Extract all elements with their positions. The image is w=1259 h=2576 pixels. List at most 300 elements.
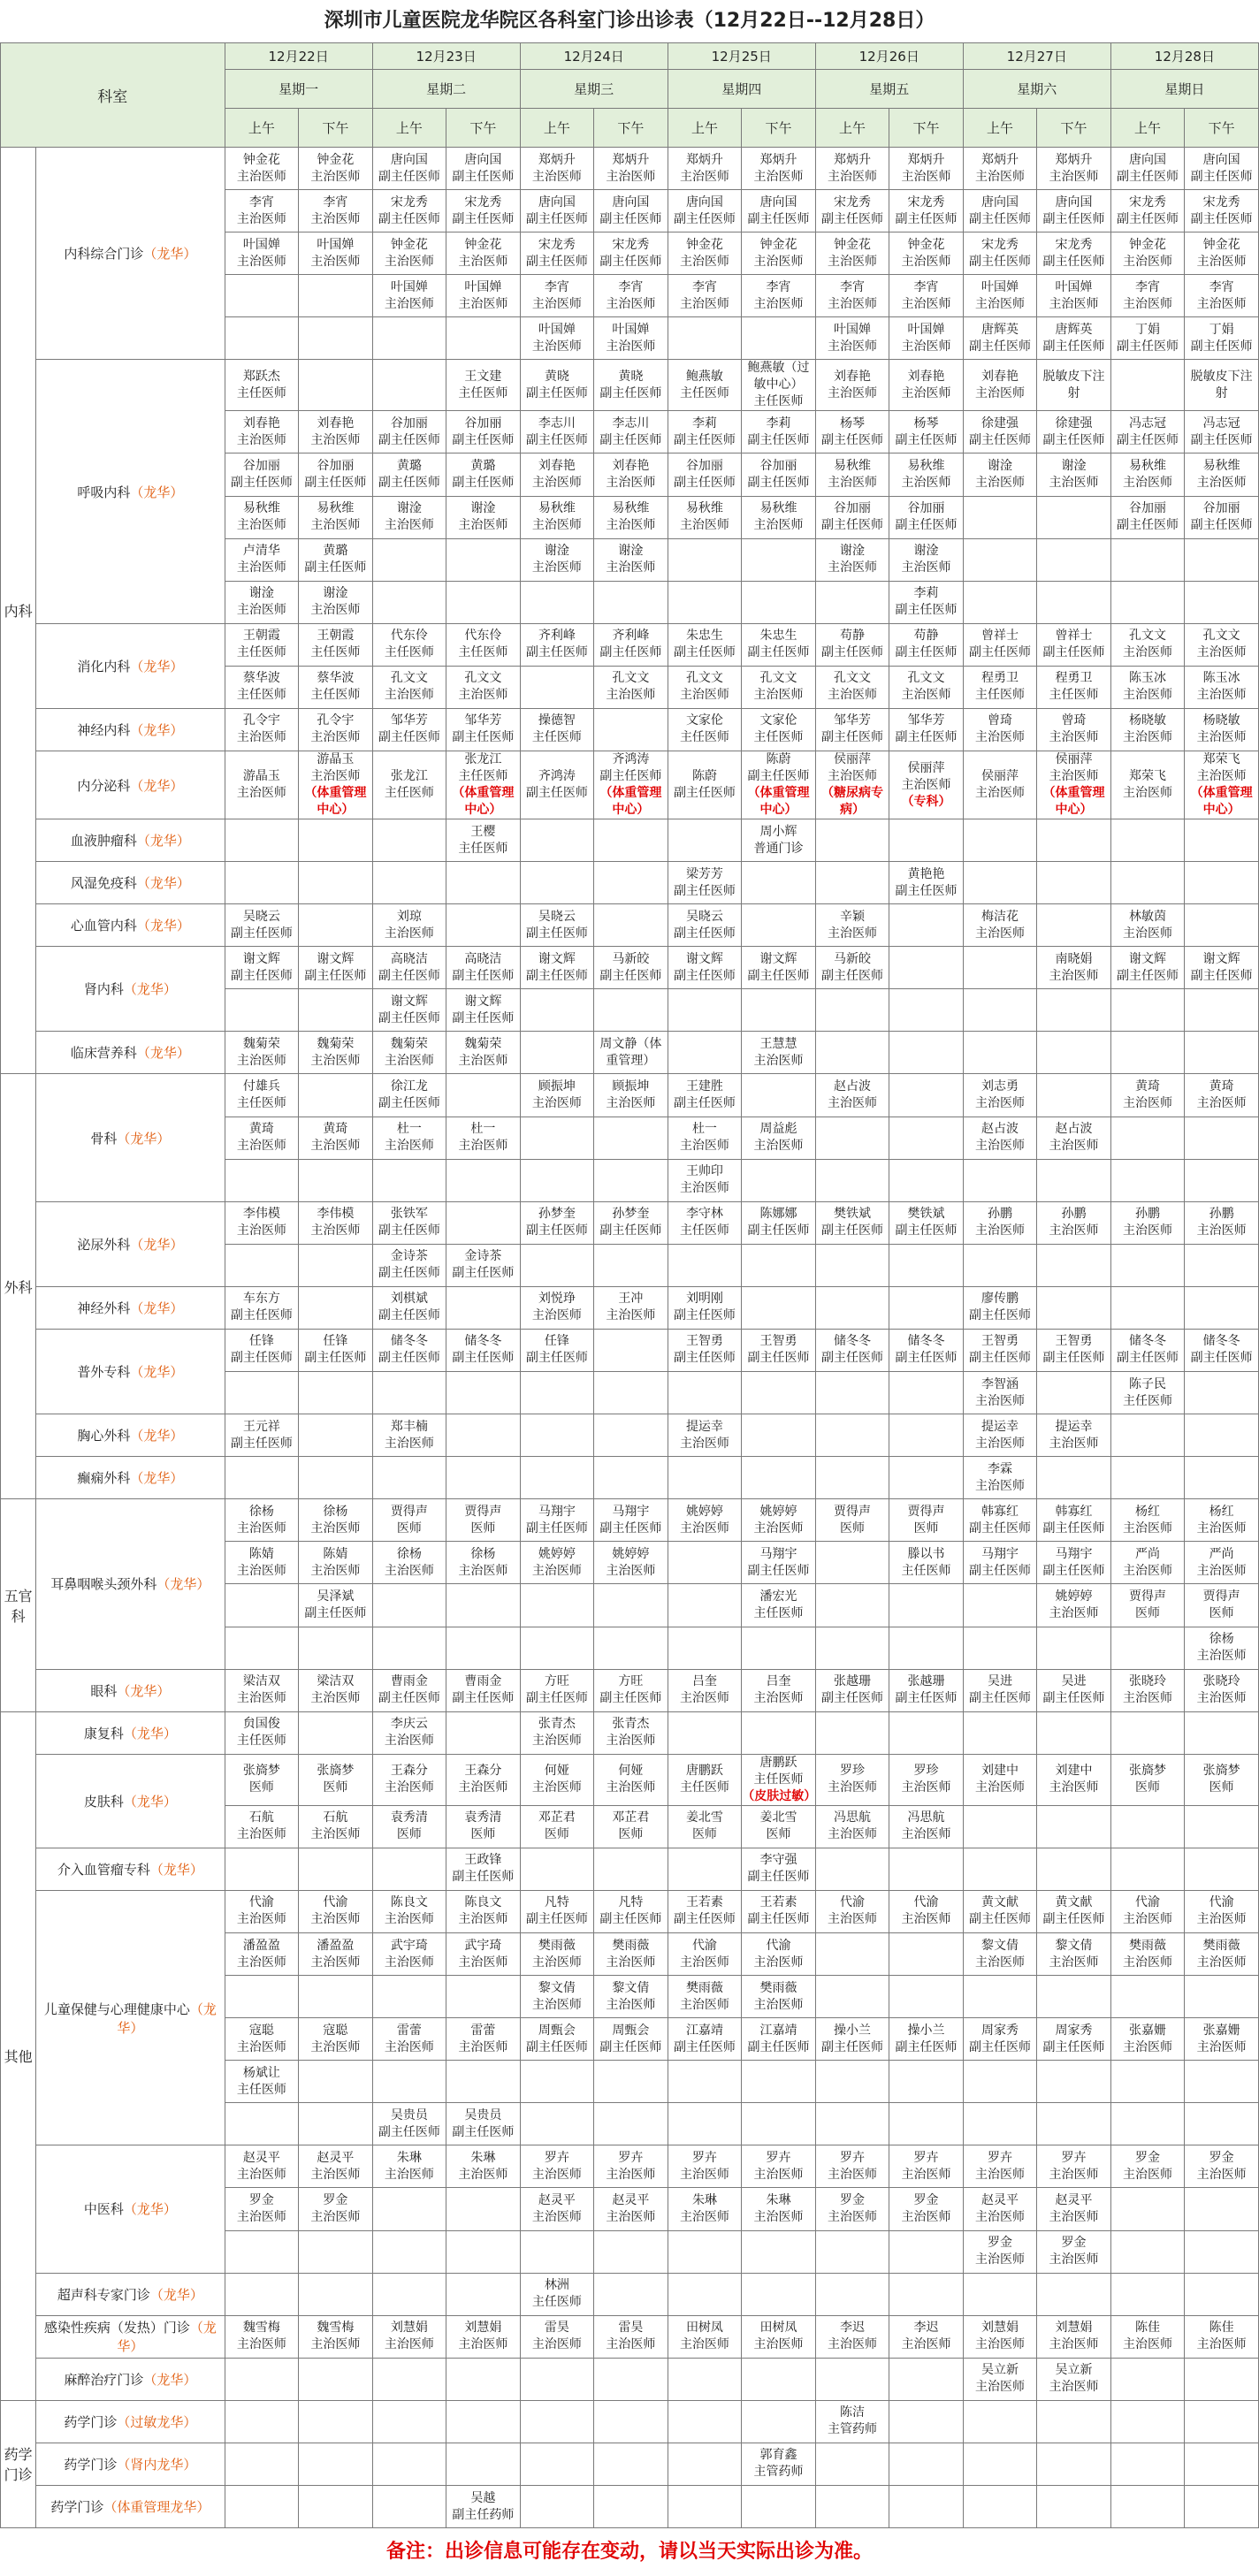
table-row: [1, 2273, 1259, 2315]
table-row: [1, 623, 1259, 666]
schedule-cell: [372, 862, 446, 904]
schedule-cell: [1110, 2018, 1185, 2061]
schedule-cell: [742, 148, 816, 190]
schedule-cell: [372, 1244, 446, 1286]
schedule-cell: [742, 1074, 816, 1117]
date-header: 12月28日: [1110, 43, 1258, 70]
cell-line: 李宵: [248, 194, 274, 210]
schedule-cell: [372, 1932, 446, 1975]
cell-line: 罗卉: [766, 2150, 791, 2165]
cell-line: 主任医师: [1123, 1393, 1173, 1408]
schedule-cell: [1185, 496, 1259, 538]
schedule-cell: [1185, 947, 1259, 989]
schedule-cell: [1037, 989, 1111, 1032]
cell-line: 陈佳: [1209, 2321, 1234, 2336]
cell-line: 副主任医师: [304, 560, 367, 575]
cell-line: 主治医师: [458, 2337, 508, 2352]
cell-line: 主任医师: [1049, 688, 1099, 703]
cell-line: 罗金: [1209, 2150, 1234, 2165]
schedule-cell: [742, 2230, 816, 2273]
schedule-cell: [889, 947, 964, 989]
cell-line: 主治医师: [827, 2167, 877, 2182]
cell-line: 主治医师: [384, 1955, 434, 1970]
schedule-cell: [1037, 708, 1111, 751]
cell-line: 主治医师: [1049, 968, 1099, 983]
cell-line: 魏菊荣: [464, 1036, 502, 1051]
cell-line: 郑炳升: [685, 152, 723, 167]
cell-line: 副主任医师: [895, 883, 958, 898]
cell-line: 樊雨薇: [612, 1938, 650, 1953]
schedule-cell: [520, 1032, 594, 1074]
cell-line: 医师: [618, 1827, 644, 1842]
schedule-cell: [520, 2358, 594, 2400]
cell-line: 副主任医师: [820, 730, 883, 745]
cell-line: 主治医师: [901, 1912, 951, 1927]
schedule-cell: [963, 2443, 1037, 2485]
dept-tag: （龙华）: [123, 981, 177, 998]
cell-line: 侯丽萍: [907, 760, 945, 775]
cell-line: 主治医师: [1049, 476, 1099, 490]
schedule-cell: [889, 1499, 964, 1542]
schedule-cell: [815, 1244, 889, 1286]
cell-line: 张龙江: [464, 752, 502, 767]
schedule-cell: [1185, 1754, 1259, 1805]
schedule-cell: [299, 2400, 373, 2443]
dept-name: 感染性疾病（发热）门诊: [43, 2320, 190, 2336]
cell-line: 副主任医师: [452, 432, 515, 447]
schedule-cell: [1037, 1457, 1111, 1499]
schedule-cell: [963, 2103, 1037, 2145]
cell-line: 副主任医师: [452, 1010, 515, 1025]
schedule-cell: [889, 751, 964, 819]
cell-line: 副主任医师: [747, 1563, 810, 1578]
cell-line: 主任医师: [753, 1605, 804, 1620]
schedule-cell: [594, 2145, 668, 2188]
schedule-cell: [668, 1890, 742, 1932]
schedule-cell: [1037, 1932, 1111, 1975]
cell-line: 唐向国: [538, 194, 576, 210]
cell-line: 主治医师: [975, 2209, 1025, 2224]
cell-line: 副主任医师: [747, 1912, 810, 1927]
cell-line: 主治医师: [753, 1520, 804, 1536]
cell-line: 副主任医师: [525, 645, 588, 660]
schedule-cell: [1185, 2273, 1259, 2315]
schedule-cell: [668, 1542, 742, 1584]
schedule-cell: [594, 2400, 668, 2443]
schedule-cell: [742, 1669, 816, 1711]
schedule-cell: [963, 2061, 1037, 2103]
schedule-cell: [372, 708, 446, 751]
cell-line: 副主任医师: [378, 432, 440, 447]
cell-line: 谢淦: [988, 459, 1012, 473]
schedule-cell: [742, 2273, 816, 2315]
schedule-cell: [815, 1805, 889, 1848]
cell-line: 黄文献: [981, 1895, 1019, 1910]
schedule-cell: [889, 904, 964, 947]
schedule-cell: [446, 751, 521, 819]
cell-line: 徐杨: [396, 1546, 422, 1561]
cell-line: 谷加丽: [907, 501, 945, 516]
schedule-cell: [299, 2188, 373, 2230]
cell-line: 副主任医师: [969, 1308, 1031, 1323]
schedule-cell: [1110, 2358, 1185, 2400]
cell-line: 主治医师: [310, 1053, 361, 1068]
cell-line: 代渝: [691, 1938, 717, 1953]
header-row-dates: [1, 43, 1259, 70]
cell-line: 医师: [766, 1827, 791, 1842]
schedule-cell: [520, 1976, 594, 2018]
schedule-cell: [963, 1159, 1037, 1201]
schedule-cell: [742, 1201, 816, 1244]
schedule-cell: [1185, 2315, 1259, 2358]
cell-line: 唐向国: [685, 194, 723, 210]
cell-line: 魏雪梅: [317, 2321, 355, 2336]
cell-line: 副主任医师: [378, 968, 440, 983]
cell-line: 主治医师: [1123, 1563, 1173, 1578]
cell-line: 刘建中: [981, 1764, 1019, 1779]
schedule-cell: [225, 148, 299, 190]
dept-tag: （龙华）: [130, 1428, 184, 1444]
schedule-cell: [889, 148, 964, 190]
schedule-cell: [815, 1890, 889, 1932]
cell-line: 王若素: [685, 1895, 723, 1910]
schedule-cell: [594, 1032, 668, 1074]
schedule-cell: [225, 190, 299, 232]
cell-line: 主治医师: [531, 2337, 582, 2352]
schedule-cell: [225, 819, 299, 862]
cell-line: 郑炳升: [1055, 152, 1093, 167]
cell-line: 谢淦: [323, 586, 348, 601]
cell-line: 谷加丽: [464, 415, 502, 431]
schedule-cell: [889, 581, 964, 623]
cell-line: 张嘉姗: [1202, 2023, 1240, 2038]
cell-line: 主治医师: [236, 1955, 286, 1970]
schedule-cell: [446, 708, 521, 751]
dept-name: 癫痫外科: [77, 1470, 131, 1487]
schedule-cell: [1185, 1932, 1259, 1975]
am-header: 上午: [963, 109, 1037, 148]
cell-line: 主任医师: [384, 645, 434, 660]
cell-line: 贾得声: [1202, 1589, 1240, 1604]
schedule-cell: [1185, 1669, 1259, 1711]
schedule-cell: [889, 1542, 964, 1584]
schedule-cell: [446, 1457, 521, 1499]
schedule-cell: [1037, 2315, 1111, 2358]
schedule-cell: [594, 1805, 668, 1848]
cell-line: 易秋维: [242, 501, 280, 516]
cell-line: 王森分: [390, 1764, 428, 1779]
dept-name: 内分泌科: [77, 777, 131, 794]
schedule-cell: [372, 1372, 446, 1414]
cell-line: 刘春艳: [907, 369, 945, 384]
schedule-cell: [1185, 989, 1259, 1032]
cell-line: 廖传鹏: [981, 1292, 1019, 1307]
cell-line: 主治医师: [679, 2337, 729, 2352]
schedule-cell: [963, 2188, 1037, 2230]
schedule-cell: [299, 1584, 373, 1627]
cell-line: 主治医师: [1196, 769, 1247, 784]
schedule-cell: [594, 1976, 668, 2018]
schedule-cell: [520, 2145, 594, 2188]
schedule-cell: [446, 2485, 521, 2527]
schedule-cell: [299, 2103, 373, 2145]
cell-line: 主治医师: [753, 169, 804, 184]
cell-line: 主治医师: [458, 1912, 508, 1927]
cell-line: 叶国婵: [833, 322, 871, 337]
cell-line: 朱琳: [691, 2192, 717, 2207]
schedule-cell: [742, 1159, 816, 1201]
cell-line: 主治医师: [975, 476, 1025, 490]
cell-line: 周小辉: [759, 824, 797, 839]
cell-line: 谢文辉: [538, 951, 576, 966]
cell-line: 副主任医师: [969, 254, 1031, 269]
schedule-cell: [889, 2018, 964, 2061]
cell-line: 主任医师: [236, 2082, 286, 2097]
dept-cell: [36, 819, 225, 862]
dept-tag: （龙华）: [123, 2201, 177, 2218]
schedule-cell: [225, 2188, 299, 2230]
cell-line: 雷昊: [544, 2321, 569, 2336]
cell-line: 代渝: [248, 1895, 274, 1910]
dept-name: 泌尿外科: [77, 1236, 131, 1253]
cell-line: 主治医师: [310, 2167, 361, 2182]
schedule-cell: [889, 1329, 964, 1371]
schedule-cell: [889, 2145, 964, 2188]
schedule-cell: [963, 1711, 1037, 1754]
cell-line: 主治医师: [827, 1912, 877, 1927]
schedule-cell: [372, 1976, 446, 2018]
schedule-cell: [742, 2061, 816, 2103]
schedule-cell: [446, 2443, 521, 2485]
schedule-cell: [889, 1711, 964, 1754]
cell-line: 谢淦: [1061, 459, 1087, 473]
weekday-header: 星期一: [225, 70, 372, 109]
cell-line: 主治医师: [975, 1955, 1025, 1970]
cell-line: 赵占波: [833, 1079, 871, 1094]
schedule-cell: [594, 453, 668, 496]
cell-line: 主治医师: [1123, 2167, 1173, 2182]
cell-line: 齐鸿涛: [538, 769, 576, 784]
cell-line: 储冬冬: [464, 1334, 502, 1349]
cell-line: 主治医师: [458, 296, 508, 311]
cell-line: 副主任医师: [599, 1691, 662, 1706]
cell-line: 副主任医师: [378, 2124, 440, 2139]
schedule-cell: [1037, 317, 1111, 360]
cell-line: 陈良文: [390, 1895, 428, 1910]
schedule-cell: [594, 1286, 668, 1329]
cell-line: 姚婷婷: [538, 1546, 576, 1561]
schedule-cell: [520, 751, 594, 819]
schedule-cell: [815, 411, 889, 453]
cell-line: 谢淦: [913, 544, 939, 559]
cell-line: 主治医师: [679, 1436, 729, 1451]
cell-line: 徐江龙: [390, 1079, 428, 1094]
schedule-cell: [372, 1074, 446, 1117]
schedule-cell: [225, 1754, 299, 1805]
schedule-cell: [963, 360, 1037, 411]
schedule-cell: [446, 1372, 521, 1414]
schedule-cell: [594, 1074, 668, 1117]
schedule-cell: [1185, 1542, 1259, 1584]
schedule-cell: [520, 317, 594, 360]
schedule-cell: [299, 1499, 373, 1542]
schedule-cell: [520, 2400, 594, 2443]
schedule-cell: [225, 1329, 299, 1371]
schedule-cell: [225, 666, 299, 708]
cell-line: 主治医师: [310, 432, 361, 447]
cell-line: 孙鹏: [988, 1207, 1012, 1222]
schedule-cell: [299, 1074, 373, 1117]
schedule-cell: [1037, 2358, 1111, 2400]
cell-line: 叶国婵: [464, 279, 502, 294]
cell-line: 陈洁: [839, 2405, 865, 2420]
schedule-cell: [594, 1584, 668, 1627]
schedule-cell: [299, 2230, 373, 2273]
cell-line: 刘琼: [396, 909, 422, 924]
schedule-cell: [299, 1627, 373, 1669]
schedule-cell: [446, 2358, 521, 2400]
schedule-cell: [594, 275, 668, 317]
cell-line: 黄璐: [396, 459, 422, 473]
cell-line: （体重管理中心）: [452, 786, 515, 818]
schedule-cell: [1037, 275, 1111, 317]
cell-line: 主治医师: [827, 769, 877, 784]
cell-line: 邓芷君: [612, 1810, 650, 1825]
cell-line: 刘春艳: [317, 415, 355, 431]
schedule-cell: [1185, 1286, 1259, 1329]
cell-line: 副主任医师: [969, 2039, 1031, 2054]
schedule-cell: [963, 1754, 1037, 1805]
schedule-cell: [963, 1932, 1037, 1975]
cell-line: 副主任医师: [969, 1691, 1031, 1706]
dept-cell: [36, 2145, 225, 2273]
cell-line: 魏菊荣: [390, 1036, 428, 1051]
schedule-cell: [1185, 1805, 1259, 1848]
cell-line: 赵灵平: [538, 2192, 576, 2207]
cell-line: 宋龙秀: [464, 194, 502, 210]
schedule-cell: [299, 2315, 373, 2358]
cell-line: 谢文辉: [242, 951, 280, 966]
schedule-cell: [520, 1890, 594, 1932]
cell-line: 卢清华: [242, 544, 280, 559]
schedule-cell: [1037, 1244, 1111, 1286]
schedule-cell: [225, 1669, 299, 1711]
cell-line: 张旖梦: [317, 1764, 355, 1779]
schedule-cell: [1037, 947, 1111, 989]
cell-line: 叶国婵: [907, 322, 945, 337]
cell-line: 何娅: [618, 1764, 644, 1779]
schedule-cell: [594, 1244, 668, 1286]
schedule-cell: [594, 2485, 668, 2527]
cell-line: 主治医师: [753, 1139, 804, 1154]
table-row: [1, 2400, 1259, 2443]
schedule-cell: [668, 2400, 742, 2443]
schedule-cell: [1110, 1286, 1185, 1329]
schedule-cell: [668, 1244, 742, 1286]
cell-line: 张晓玲: [1202, 1674, 1240, 1689]
schedule-cell: [742, 1584, 816, 1627]
cell-line: 钟金花: [1202, 237, 1240, 252]
cell-line: 副主任医师: [525, 1223, 588, 1238]
schedule-cell: [520, 1499, 594, 1542]
cell-line: 主治医师: [679, 688, 729, 703]
cell-line: 副主任医师: [230, 926, 293, 941]
cell-line: 主治医师: [606, 1308, 656, 1323]
table-row: [1, 1848, 1259, 1890]
schedule-cell: [225, 751, 299, 819]
dept-cell: [36, 904, 225, 947]
cell-line: 王文建: [464, 369, 502, 384]
schedule-cell: [1110, 453, 1185, 496]
cell-line: 副主任医师: [599, 645, 662, 660]
schedule-cell: [299, 2061, 373, 2103]
cell-line: 唐向国: [981, 194, 1019, 210]
schedule-cell: [668, 1711, 742, 1754]
cell-line: 主治医师: [606, 2209, 656, 2224]
schedule-cell: [668, 1032, 742, 1074]
cell-line: 宋龙秀: [981, 237, 1019, 252]
schedule-cell: [1185, 1201, 1259, 1244]
schedule-cell: [520, 1286, 594, 1329]
cell-line: 医师: [323, 1780, 348, 1795]
schedule-cell: [225, 2061, 299, 2103]
cell-line: 贾得声: [907, 1504, 945, 1519]
schedule-cell: [815, 2188, 889, 2230]
cell-line: 孙梦奎: [612, 1207, 650, 1222]
cell-line: 主治医师: [458, 2039, 508, 2054]
cell-line: 主治医师: [384, 926, 434, 941]
cell-line: 罗卉: [618, 2150, 644, 2165]
dept-cell: [36, 751, 225, 819]
schedule-cell: [299, 360, 373, 411]
cell-line: 姚婷婷: [685, 1504, 723, 1519]
cell-line: 朱琳: [766, 2192, 791, 2207]
cell-line: 方旺: [544, 1674, 569, 1689]
schedule-cell: [742, 317, 816, 360]
cell-line: 主治医师: [753, 254, 804, 269]
cell-line: 副主任医师: [599, 968, 662, 983]
table-row: [1, 1414, 1259, 1457]
cell-line: 文家伦: [759, 713, 797, 728]
cell-line: 副主任医师: [525, 211, 588, 226]
cell-line: 叶国婵: [242, 237, 280, 252]
cell-line: 谷加丽: [390, 415, 428, 431]
table-row: [1, 1201, 1259, 1244]
schedule-cell: [668, 1805, 742, 1848]
cell-line: 主治医师: [606, 1734, 656, 1749]
cell-line: 主治医师: [606, 518, 656, 533]
cell-line: 刘慧娟: [981, 2321, 1019, 2336]
schedule-cell: [815, 538, 889, 581]
cell-line: 副主任医师: [599, 211, 662, 226]
dept-header: 科室: [1, 43, 225, 148]
schedule-cell: [668, 2188, 742, 2230]
schedule-cell: [889, 1159, 964, 1201]
cell-line: 钟金花: [759, 237, 797, 252]
schedule-cell: [1185, 538, 1259, 581]
schedule-cell: [372, 148, 446, 190]
schedule-cell: [1037, 666, 1111, 708]
cell-line: 谷加丽: [833, 501, 871, 516]
cell-line: 主治医师: [827, 254, 877, 269]
cell-line: 叶国婵: [612, 322, 650, 337]
schedule-cell: [225, 1890, 299, 1932]
cell-line: 雷蕾: [396, 2023, 422, 2038]
cell-line: 副主任医师: [230, 968, 293, 983]
cell-line: 朱琳: [470, 2150, 496, 2165]
schedule-cell: [963, 623, 1037, 666]
cell-line: 主治医师: [901, 560, 951, 575]
